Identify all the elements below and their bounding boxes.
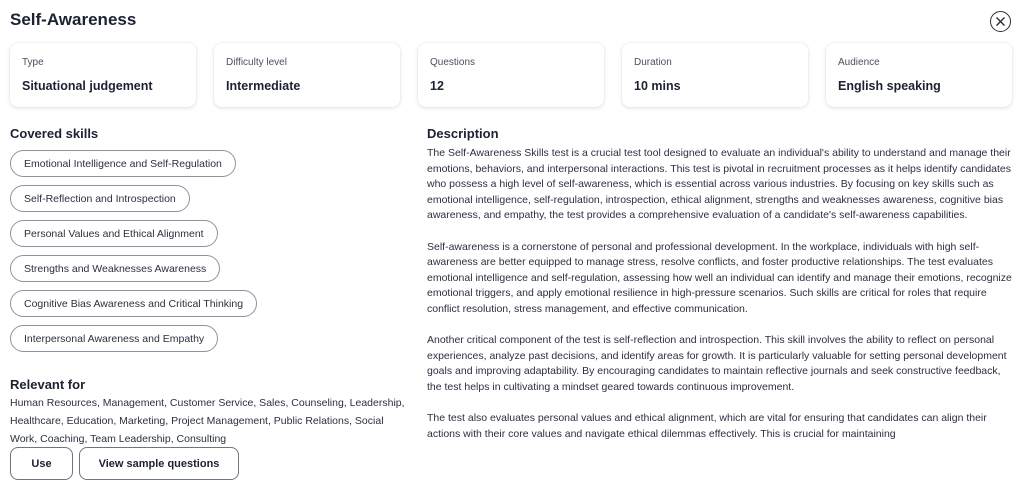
card-label: Difficulty level	[226, 57, 287, 68]
close-button[interactable]	[990, 11, 1011, 32]
close-icon	[996, 17, 1005, 26]
card-label: Duration	[634, 57, 672, 68]
covered-skills-heading: Covered skills	[10, 126, 99, 141]
card-value: Situational judgement	[22, 79, 153, 93]
skill-chip: Personal Values and Ethical Alignment	[10, 220, 218, 247]
skill-chip: Interpersonal Awareness and Empathy	[10, 325, 218, 352]
info-card-questions	[418, 43, 604, 107]
view-sample-questions-button[interactable]: View sample questions	[79, 447, 239, 480]
info-card-difficulty	[214, 43, 400, 107]
page-title: Self-Awareness	[10, 10, 137, 29]
relevant-for-text: Human Resources, Management, Customer Service, Sales, Counseling, Leadership, Healthcare, Education, Marketing, Project Management, Public Relations, Social Work, Coaching, Team Leadership, Consulting	[10, 397, 405, 445]
skill-chip: Self-Reflection and Introspection	[10, 185, 190, 212]
card-value: 10 mins	[634, 79, 681, 93]
description-paragraph: The test also evaluates personal values and ethical alignment, which are vital for ensuring that candidates can align their actions with their core values and navigate ethical dilemmas effectively. This is crucial for maintaining	[427, 412, 987, 440]
description-paragraph: The Self-Awareness Skills test is a crucial test tool designed to evaluate an individual's ability to understand and manage their emotions, behaviors, and interpersonal interactions. This test is pivotal in recruitment processes as it helps identify candidates who possess a high level of self-awareness, which is essential across various industries. By focusing on key skills such as emotional intelligence, self-regulation, introspection, ethical alignment, strengths and weaknesses awareness, cognitive bias awareness, and empathy, the test provides a comprehensive evaluation of a candidate's self-awareness capabilities.	[427, 147, 1012, 222]
description-heading: Description	[427, 126, 499, 141]
card-label: Audience	[838, 57, 880, 68]
skill-chip: Cognitive Bias Awareness and Critical Thinking	[10, 290, 257, 317]
card-label: Questions	[430, 57, 476, 68]
info-card-audience	[826, 43, 1012, 107]
card-label: Type	[22, 57, 44, 68]
use-button[interactable]: Use	[10, 447, 73, 480]
card-value: English speaking	[838, 79, 941, 93]
description-paragraph: Another critical component of the test is self-reflection and introspection. This skill involves the ability to reflect on personal experiences, analyze past decisions, and identify areas for growth. It is particularly valuable for setting personal development goals and improving adaptability. By encouraging candidates to maintain reflective journals and seek constructive feedback, the test helps in cultivating a mindset geared towards continuous improvement.	[427, 334, 1007, 393]
skill-chip: Strengths and Weaknesses Awareness	[10, 255, 220, 282]
card-value: Intermediate	[226, 79, 301, 93]
info-cards	[10, 43, 1016, 107]
info-card-duration	[622, 43, 808, 107]
info-card-type	[10, 43, 196, 107]
skill-chip: Emotional Intelligence and Self-Regulation	[10, 150, 236, 177]
description-body	[427, 146, 1017, 438]
relevant-for-heading: Relevant for	[10, 377, 86, 392]
description-paragraph: Self-awareness is a cornerstone of personal and professional development. In the workplace, individuals with high self-awareness are better equipped to manage stress, resolve conflicts, and foster productive relationships. The test evaluates emotional intelligence and self-regulation, assessing how well an individual can identify and manage their emotions, recognize emotional triggers, and apply emotional resilience in high-pressure scenarios. Such skills are critical for roles that require conflict resolution, stress management, and effective communication.	[427, 240, 1012, 315]
card-value: 12	[430, 79, 444, 93]
